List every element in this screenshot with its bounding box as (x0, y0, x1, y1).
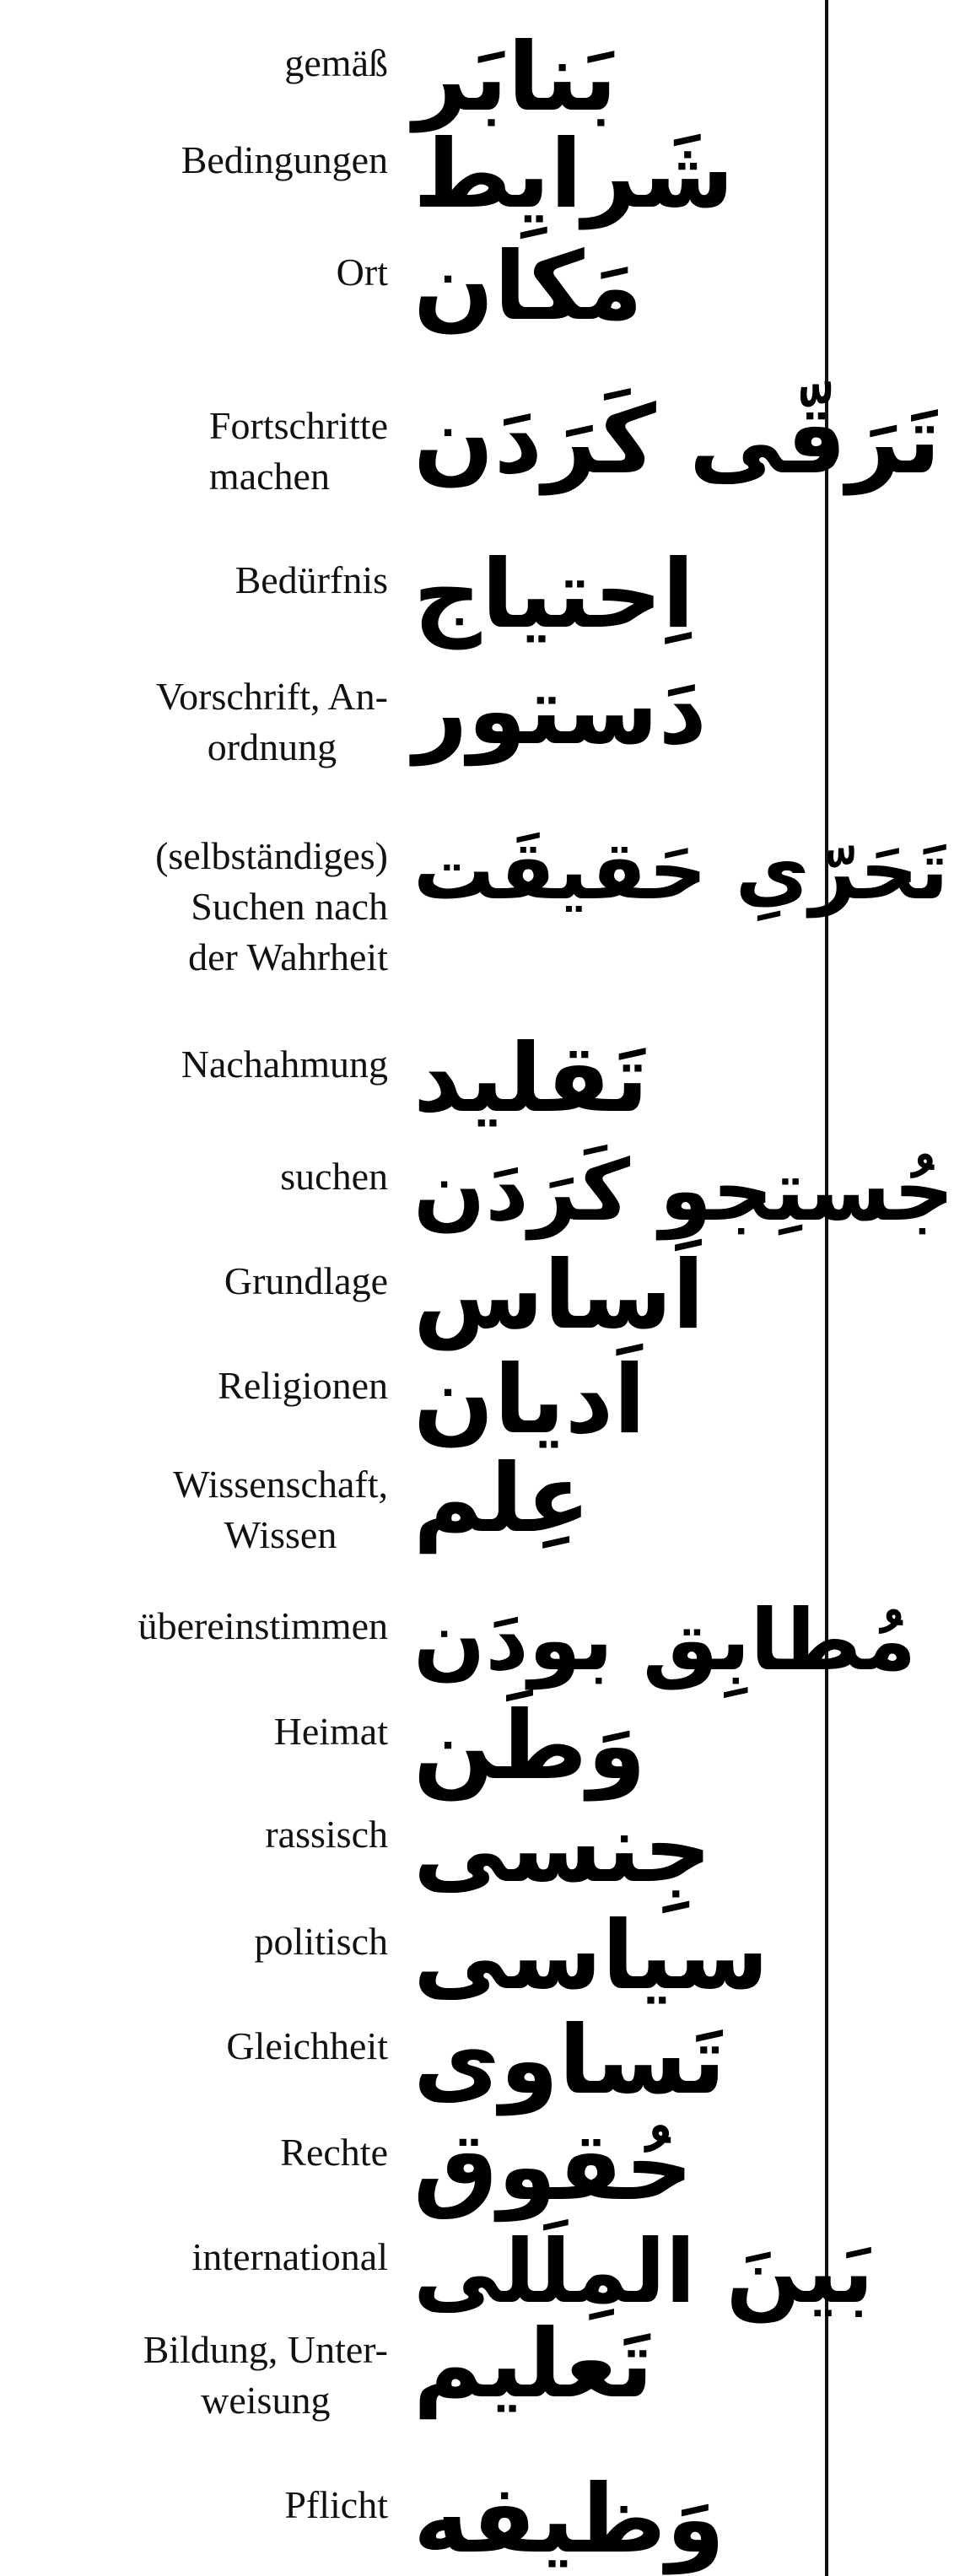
german-term: (selbständiges) Suchen nach der Wahrheit (155, 834, 388, 978)
german-term: Bedingungen (181, 138, 388, 181)
persian-term: شَرايِط (413, 120, 735, 229)
german-term: Fortschritte machen (208, 404, 388, 498)
persian-term: اَساس (413, 1241, 705, 1350)
persian-term: عِلم (413, 1444, 591, 1554)
german-term: Nachahmung (181, 1043, 388, 1086)
persian-term: تَقلید (413, 1024, 649, 1134)
persian-term: تَرَقّی کَرَدَن (413, 385, 941, 495)
persian-term: وَظیفه (413, 2465, 725, 2574)
persian-term: جِنسی (413, 1794, 712, 1904)
persian-term: مُطابِق بودَن (413, 1591, 917, 1689)
german-term: Vorschrift, An- ordnung (155, 675, 388, 768)
persian-term: وَطَن (413, 1691, 646, 1801)
persian-term: بَینَ المِلَلی (413, 2220, 874, 2323)
german-term: Bildung, Unter- weisung (143, 2328, 388, 2422)
german-term: international (191, 2235, 388, 2278)
persian-term: تَساوی (413, 2006, 726, 2115)
german-term: Ort (336, 251, 388, 294)
persian-term: دَستور (413, 656, 708, 766)
german-term: suchen (280, 1155, 388, 1198)
persian-term: سیاسی (413, 1901, 769, 2011)
persian-term: مَكان (413, 232, 644, 342)
persian-term: اَدیان (413, 1345, 646, 1455)
german-term: Religionen (218, 1364, 388, 1407)
german-term: Gleichheit (226, 2024, 388, 2067)
persian-term: جُستِجو کَرَدَن (413, 1141, 954, 1240)
german-term: Heimat (273, 1710, 388, 1753)
german-term: politisch (254, 1920, 388, 1963)
german-term: gemäß (284, 41, 388, 84)
german-term: rassisch (265, 1813, 388, 1856)
german-term: Rechte (280, 2131, 388, 2174)
persian-term: بَنابَر (413, 23, 617, 132)
persian-term: تَعلیم (413, 2309, 654, 2419)
persian-term: تَحَرّیِ حَقیقَت (413, 823, 949, 918)
german-term: Bedürfnis (234, 558, 388, 601)
german-term: Grundlage (224, 1259, 388, 1302)
persian-term: حُقوق (413, 2112, 693, 2222)
german-term: Pflicht (284, 2483, 388, 2526)
german-term: übereinstimmen (137, 1604, 388, 1647)
german-term: Wissenschaft, Wissen (173, 1463, 388, 1556)
persian-term: اِحتياج (413, 540, 695, 649)
